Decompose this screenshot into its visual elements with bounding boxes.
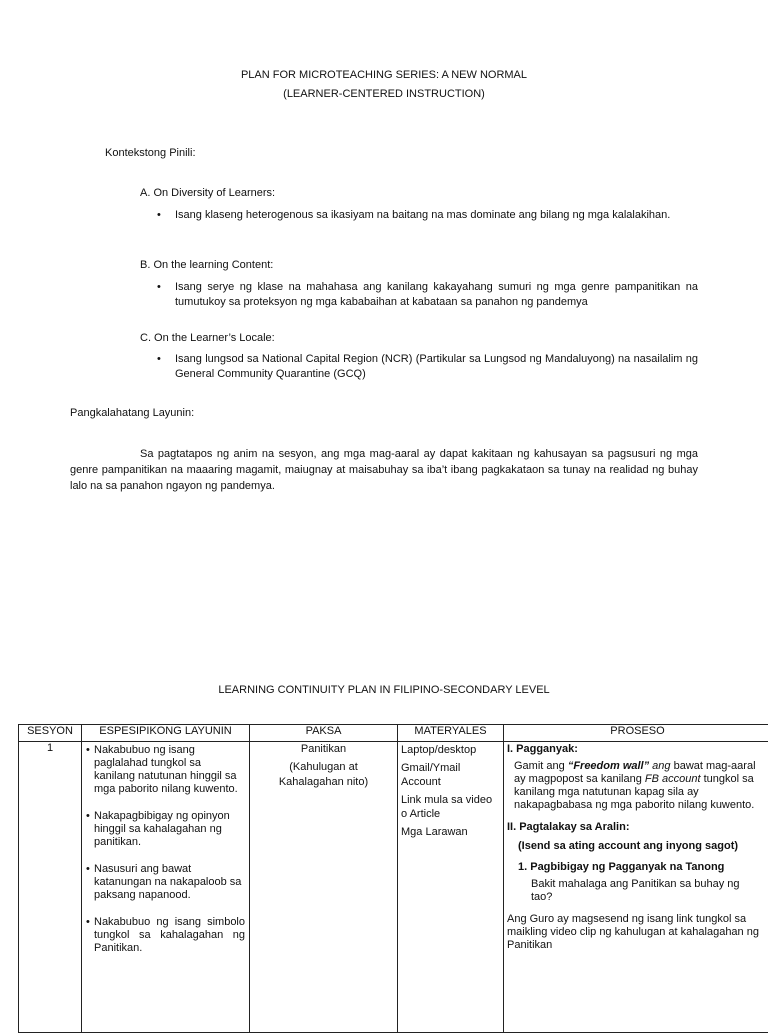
layunin-text: Nakabubuo ng isang paglalahad tungkol sa kanilang natutunan hinggil sa mga paborito nilang kuwento. [94,744,245,796]
learning-plan-table [18,724,768,1033]
sesyon-cell: 1 [19,742,82,1033]
bullet-icon: • [86,810,94,849]
list-item: Link mula sa video o Article [398,792,503,821]
layunin-cell [82,742,250,1033]
objective-label: Pangkalahatang Layunin: [70,407,194,419]
column-header-sesyon: SESYON [19,725,82,742]
list-item [82,914,249,955]
text-run: FB account [645,773,701,785]
text-run: tungkol sa kanilang mga natutunan kapag sila ay nakapagbabasa ng mga paborito nilang kuwento. [514,773,754,811]
text-run: ang [649,760,670,772]
proseso-last-paragraph: Ang Guro ay magsesend ng isang link tungkol sa maikling video clip ng kahulugan at kahalagahan ng Panitikan [504,913,768,952]
layunin-text: Nasusuri ang bawat katanungan na nakapaloob sa paksang napanood. [94,863,245,902]
document-title: PLAN FOR MICROTEACHING SERIES: A NEW NORMAL [0,69,768,81]
section-c-bullet [157,352,698,382]
section-c-heading: C. On the Learner’s Locale: [140,332,275,344]
objective-paragraph: Sa pagtatapos ng anim na sesyon, ang mga mag-aaral ay dapat kakitaan ng kahusayan sa pagsusuri ng mga genre pampanitikan na maaaring magamit, maiugnay at maisabuhay sa iba’t ibang pagkakataon sa tunay na realidad ng buhay lalo na sa panahon ngayon ng pandemya. [70,446,698,494]
paksa-cell [250,742,398,1033]
paksa-subtitle: (Kahulugan at Kahalagahan nito) [250,760,397,790]
materyales-cell [398,742,504,1033]
section-a-text: Isang klaseng heterogenous sa ikasiyam na baitang na mas dominate ang bilang ng mga kalalakihan. [175,208,670,223]
section-b-bullet [157,280,698,310]
context-label: Kontekstong Pinili: [105,147,196,159]
column-header-materyales: MATERYALES [398,725,504,742]
plan-title: LEARNING CONTINUITY PLAN IN FILIPINO-SECONDARY LEVEL [0,684,768,696]
proseso-note: (Isend sa ating account ang inyong sagot) [504,840,768,853]
list-item: Gmail/Ymail Account [398,760,503,789]
text-run: “Freedom wall” [568,760,649,772]
section-b-heading: B. On the learning Content: [140,259,273,271]
list-item: Mga Larawan [398,824,503,839]
column-header-proseso: PROSESO [504,725,768,742]
proseso-heading-1: I. Pagganyak: [504,743,768,756]
list-item [82,742,249,796]
proseso-question-text: Bakit mahalaga ang Panitikan sa buhay ng tao? [504,878,768,904]
layunin-text: Nakapagbibigay ng opinyon hinggil sa kahalagahan ng panitikan. [94,810,245,849]
table-header-row [19,725,768,742]
bullet-icon: • [157,280,175,310]
list-item [82,861,249,902]
layunin-text: Nakabubuo ng isang simbolo tungkol sa kahalagahan ng Panitikan. [94,916,245,955]
section-c-text: Isang lungsod sa National Capital Region (NCR) (Partikular sa Lungsod ng Mandaluyong) na nasailalim ng General Community Quarantine (GCQ) [175,352,698,382]
bullet-icon: • [157,352,175,382]
column-header-paksa: PAKSA [250,725,398,742]
paksa-title: Panitikan [250,742,397,756]
list-item [82,808,249,849]
proseso-cell [504,742,768,1033]
section-a-bullet [157,208,698,223]
text-run: Gamit ang [514,760,568,772]
bullet-icon: • [86,863,94,902]
table-row [19,742,768,1033]
proseso-question-heading: 1. Pagbibigay ng Pagganyak na Tanong [504,861,768,874]
section-b-text: Isang serye ng klase na mahahasa ang kanilang kakayahang sumuri ng mga genre pampanitikan na tumutukoy sa proteksyon ng mga kababaihan at kabataan sa panahon ng pandemya [175,280,698,310]
proseso-paragraph-1 [504,760,768,812]
document-subtitle: (LEARNER-CENTERED INSTRUCTION) [0,88,768,100]
column-header-layunin: ESPESIPIKONG LAYUNIN [82,725,250,742]
bullet-icon: • [157,208,175,223]
bullet-icon: • [86,744,94,796]
section-a-heading: A. On Diversity of Learners: [140,187,275,199]
proseso-heading-2: II. Pagtalakay sa Aralin: [504,821,768,834]
bullet-icon: • [86,916,94,955]
text-run: bawat mag-aaral ay magpopost sa kanilang [514,760,756,785]
list-item: Laptop/desktop [398,742,503,757]
